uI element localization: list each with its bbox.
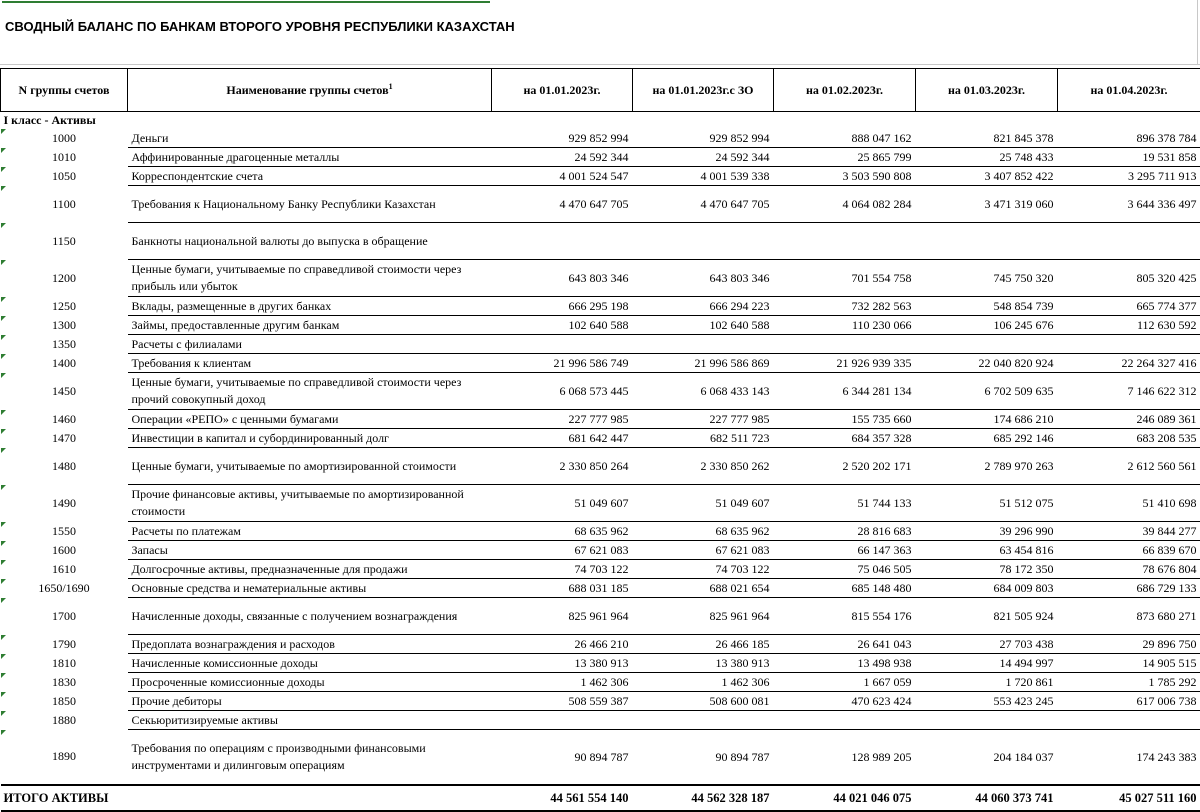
value-cell <box>774 335 916 354</box>
cell-marker-icon <box>1 316 6 321</box>
value-cell <box>492 335 633 354</box>
title-top-line <box>2 1 490 3</box>
table-row <box>1 673 1200 692</box>
table-row <box>1 129 1200 148</box>
value-cell: 13 380 913 <box>633 654 774 673</box>
value-cell: 1 462 306 <box>492 673 633 692</box>
account-code: 1830 <box>1 673 128 692</box>
table-row <box>1 448 1200 485</box>
cell-marker-icon <box>1 373 6 378</box>
cell-marker-icon <box>1 711 6 716</box>
total-row <box>1 785 1200 811</box>
value-cell: 26 641 043 <box>774 635 916 654</box>
account-code: 1650/1690 <box>1 579 128 598</box>
value-cell: 4 001 539 338 <box>633 167 774 186</box>
value-cell: 25 865 799 <box>774 148 916 167</box>
table-row <box>1 148 1200 167</box>
table-row <box>1 335 1200 354</box>
value-cell: 51 049 607 <box>492 485 633 522</box>
account-name: Расчеты по платежам <box>128 522 492 541</box>
account-name: Аффинированные драгоценные металлы <box>128 148 492 167</box>
value-cell: 815 554 176 <box>774 598 916 635</box>
account-code: 1250 <box>1 297 128 316</box>
value-cell: 825 961 964 <box>633 598 774 635</box>
table-row <box>1 297 1200 316</box>
cell-marker-icon <box>1 654 6 659</box>
cell-marker-icon <box>1 560 6 565</box>
value-cell <box>633 223 774 260</box>
header-code: N группы счетов <box>1 69 128 112</box>
value-cell <box>633 711 774 730</box>
account-code: 1810 <box>1 654 128 673</box>
cell-marker-icon <box>1 673 6 678</box>
table-row <box>1 635 1200 654</box>
value-cell: 227 777 985 <box>633 410 774 429</box>
value-cell: 2 330 850 262 <box>633 448 774 485</box>
table-row <box>1 223 1200 260</box>
header-date-1: на 01.01.2023г. <box>492 69 633 112</box>
table-row <box>1 186 1200 223</box>
cell-marker-icon <box>1 429 6 434</box>
value-cell: 3 503 590 808 <box>774 167 916 186</box>
total-value: 44 021 046 075 <box>774 785 916 811</box>
value-cell: 681 642 447 <box>492 429 633 448</box>
value-cell <box>1058 223 1200 260</box>
account-name: Основные средства и нематериальные активы <box>128 579 492 598</box>
account-name: Вклады, размещенные в других банках <box>128 297 492 316</box>
account-name: Прочие финансовые активы, учитываемые по амортизированной стоимости <box>128 485 492 522</box>
value-cell: 102 640 588 <box>492 316 633 335</box>
cell-marker-icon <box>1 186 6 191</box>
value-cell: 508 559 387 <box>492 692 633 711</box>
value-cell: 666 295 198 <box>492 297 633 316</box>
value-cell: 805 320 425 <box>1058 260 1200 297</box>
value-cell: 51 512 075 <box>916 485 1058 522</box>
value-cell: 1 462 306 <box>633 673 774 692</box>
account-name: Прочие дебиторы <box>128 692 492 711</box>
account-name: Требования по операциям с производными финансовыми инструментами и дилинговым операциям <box>128 730 492 786</box>
header-name <box>128 69 492 112</box>
table-row <box>1 260 1200 297</box>
value-cell: 7 146 622 312 <box>1058 373 1200 410</box>
value-cell: 155 735 660 <box>774 410 916 429</box>
table-row <box>1 579 1200 598</box>
value-cell <box>1058 335 1200 354</box>
table-row <box>1 730 1200 786</box>
cell-marker-icon <box>1 129 6 134</box>
value-cell: 6 702 509 635 <box>916 373 1058 410</box>
value-cell: 75 046 505 <box>774 560 916 579</box>
value-cell: 24 592 344 <box>633 148 774 167</box>
account-name: Секьюритизируемые активы <box>128 711 492 730</box>
value-cell: 67 621 083 <box>492 541 633 560</box>
account-code: 1000 <box>1 129 128 148</box>
table-row <box>1 654 1200 673</box>
cell-marker-icon <box>1 448 6 453</box>
value-cell: 22 264 327 416 <box>1058 354 1200 373</box>
value-cell: 683 208 535 <box>1058 429 1200 448</box>
account-name: Ценные бумаги, учитываемые по справедливой стоимости через прибыль или убыток <box>128 260 492 297</box>
value-cell: 63 454 816 <box>916 541 1058 560</box>
value-cell: 90 894 787 <box>492 730 633 786</box>
value-cell: 102 640 588 <box>633 316 774 335</box>
value-cell: 14 494 997 <box>916 654 1058 673</box>
section-label: I класс - Активы <box>1 112 1200 130</box>
total-label: ИТОГО АКТИВЫ <box>1 785 492 811</box>
value-cell: 688 031 185 <box>492 579 633 598</box>
value-cell: 39 296 990 <box>916 522 1058 541</box>
value-cell: 2 612 560 561 <box>1058 448 1200 485</box>
value-cell: 112 630 592 <box>1058 316 1200 335</box>
value-cell: 4 064 082 284 <box>774 186 916 223</box>
cell-marker-icon <box>1 260 6 265</box>
value-cell: 24 592 344 <box>492 148 633 167</box>
table-body <box>1 112 1200 812</box>
value-cell: 74 703 122 <box>492 560 633 579</box>
value-cell: 821 845 378 <box>916 129 1058 148</box>
value-cell: 3 295 711 913 <box>1058 167 1200 186</box>
account-name: Требования к Национальному Банку Республики Казахстан <box>128 186 492 223</box>
value-cell: 684 357 328 <box>774 429 916 448</box>
total-value: 45 027 511 160 <box>1058 785 1200 811</box>
value-cell: 685 292 146 <box>916 429 1058 448</box>
value-cell <box>916 335 1058 354</box>
value-cell: 825 961 964 <box>492 598 633 635</box>
value-cell: 26 466 185 <box>633 635 774 654</box>
value-cell: 896 378 784 <box>1058 129 1200 148</box>
header-date-5: на 01.04.2023г. <box>1058 69 1200 112</box>
value-cell: 22 040 820 924 <box>916 354 1058 373</box>
balance-table <box>0 68 1200 812</box>
account-name: Предоплата вознаграждения и расходов <box>128 635 492 654</box>
account-code: 1400 <box>1 354 128 373</box>
header-date-2: на 01.01.2023г.с ЗО <box>633 69 774 112</box>
value-cell: 684 009 803 <box>916 579 1058 598</box>
value-cell: 29 896 750 <box>1058 635 1200 654</box>
value-cell: 1 720 861 <box>916 673 1058 692</box>
value-cell: 66 839 670 <box>1058 541 1200 560</box>
table-row <box>1 373 1200 410</box>
table-row <box>1 167 1200 186</box>
total-value: 44 562 328 187 <box>633 785 774 811</box>
value-cell: 106 245 676 <box>916 316 1058 335</box>
value-cell: 688 021 654 <box>633 579 774 598</box>
header-date-4: на 01.03.2023г. <box>916 69 1058 112</box>
value-cell: 27 703 438 <box>916 635 1058 654</box>
cell-marker-icon <box>1 485 6 490</box>
value-cell: 929 852 994 <box>492 129 633 148</box>
value-cell: 67 621 083 <box>633 541 774 560</box>
value-cell: 78 676 804 <box>1058 560 1200 579</box>
cell-marker-icon <box>1 522 6 527</box>
cell-marker-icon <box>1 579 6 584</box>
cell-marker-icon <box>1 541 6 546</box>
account-name: Деньги <box>128 129 492 148</box>
account-code: 1450 <box>1 373 128 410</box>
value-cell <box>492 223 633 260</box>
value-cell: 2 330 850 264 <box>492 448 633 485</box>
cell-marker-icon <box>1 223 6 228</box>
value-cell: 666 294 223 <box>633 297 774 316</box>
value-cell <box>492 711 633 730</box>
account-name: Займы, предоставленные другим банкам <box>128 316 492 335</box>
account-name: Банкноты национальной валюты до выпуска в обращение <box>128 223 492 260</box>
account-code: 1350 <box>1 335 128 354</box>
title-area <box>0 0 1200 65</box>
account-code: 1490 <box>1 485 128 522</box>
value-cell: 21 996 586 869 <box>633 354 774 373</box>
account-code: 1610 <box>1 560 128 579</box>
value-cell: 4 470 647 705 <box>492 186 633 223</box>
header-date-3: на 01.02.2023г. <box>774 69 916 112</box>
account-code: 1880 <box>1 711 128 730</box>
document-title: СВОДНЫЙ БАЛАНС ПО БАНКАМ ВТОРОГО УРОВНЯ РЕСПУБЛИКИ КАЗАХСТАН <box>5 19 515 34</box>
value-cell: 665 774 377 <box>1058 297 1200 316</box>
value-cell: 682 511 723 <box>633 429 774 448</box>
account-code: 1890 <box>1 730 128 786</box>
total-value: 44 060 373 741 <box>916 785 1058 811</box>
value-cell: 6 344 281 134 <box>774 373 916 410</box>
account-code: 1150 <box>1 223 128 260</box>
account-name: Расчеты с филиалами <box>128 335 492 354</box>
account-code: 1010 <box>1 148 128 167</box>
account-name: Начисленные доходы, связанные с получением вознаграждения <box>128 598 492 635</box>
value-cell: 3 471 319 060 <box>916 186 1058 223</box>
account-name: Ценные бумаги, учитываемые по справедливой стоимости через прочий совокупный доход <box>128 373 492 410</box>
value-cell: 14 905 515 <box>1058 654 1200 673</box>
value-cell: 21 996 586 749 <box>492 354 633 373</box>
account-name: Инвестиции в капитал и субординированный долг <box>128 429 492 448</box>
account-code: 1100 <box>1 186 128 223</box>
cell-marker-icon <box>1 354 6 359</box>
value-cell: 51 744 133 <box>774 485 916 522</box>
account-code: 1790 <box>1 635 128 654</box>
value-cell: 13 498 938 <box>774 654 916 673</box>
value-cell: 470 623 424 <box>774 692 916 711</box>
value-cell: 873 680 271 <box>1058 598 1200 635</box>
value-cell: 174 243 383 <box>1058 730 1200 786</box>
value-cell: 3 407 852 422 <box>916 167 1058 186</box>
value-cell: 174 686 210 <box>916 410 1058 429</box>
value-cell: 4 470 647 705 <box>633 186 774 223</box>
cell-marker-icon <box>1 410 6 415</box>
value-cell: 204 184 037 <box>916 730 1058 786</box>
value-cell: 929 852 994 <box>633 129 774 148</box>
table-row <box>1 485 1200 522</box>
total-value: 44 561 554 140 <box>492 785 633 811</box>
header-name-footnote: 1 <box>389 82 393 91</box>
cell-marker-icon <box>1 692 6 697</box>
value-cell <box>916 223 1058 260</box>
value-cell <box>774 223 916 260</box>
value-cell: 1 667 059 <box>774 673 916 692</box>
account-code: 1200 <box>1 260 128 297</box>
cell-marker-icon <box>1 148 6 153</box>
value-cell: 548 854 739 <box>916 297 1058 316</box>
value-cell: 6 068 433 143 <box>633 373 774 410</box>
account-code: 1550 <box>1 522 128 541</box>
account-name: Корреспондентские счета <box>128 167 492 186</box>
table-row <box>1 560 1200 579</box>
value-cell: 888 047 162 <box>774 129 916 148</box>
value-cell: 2 789 970 263 <box>916 448 1058 485</box>
cell-marker-icon <box>1 335 6 340</box>
value-cell: 19 531 858 <box>1058 148 1200 167</box>
account-code: 1300 <box>1 316 128 335</box>
account-code: 1460 <box>1 410 128 429</box>
account-code: 1850 <box>1 692 128 711</box>
value-cell: 227 777 985 <box>492 410 633 429</box>
value-cell: 246 089 361 <box>1058 410 1200 429</box>
value-cell: 13 380 913 <box>492 654 633 673</box>
table-row <box>1 354 1200 373</box>
account-code: 1600 <box>1 541 128 560</box>
value-cell <box>774 711 916 730</box>
table-row <box>1 692 1200 711</box>
value-cell: 643 803 346 <box>492 260 633 297</box>
value-cell <box>633 335 774 354</box>
table-row <box>1 410 1200 429</box>
cell-marker-icon <box>1 297 6 302</box>
value-cell: 1 785 292 <box>1058 673 1200 692</box>
cell-marker-icon <box>1 730 6 735</box>
value-cell: 74 703 122 <box>633 560 774 579</box>
value-cell: 68 635 962 <box>492 522 633 541</box>
account-name: Начисленные комиссионные доходы <box>128 654 492 673</box>
value-cell: 26 466 210 <box>492 635 633 654</box>
value-cell: 686 729 133 <box>1058 579 1200 598</box>
account-name: Требования к клиентам <box>128 354 492 373</box>
account-name: Ценные бумаги, учитываемые по амортизированной стоимости <box>128 448 492 485</box>
account-name: Долгосрочные активы, предназначенные для продажи <box>128 560 492 579</box>
header-name-text: Наименование группы счетов <box>226 83 388 97</box>
value-cell: 732 282 563 <box>774 297 916 316</box>
value-cell <box>1058 711 1200 730</box>
account-code: 1700 <box>1 598 128 635</box>
value-cell: 3 644 336 497 <box>1058 186 1200 223</box>
value-cell: 508 600 081 <box>633 692 774 711</box>
cell-marker-icon <box>1 598 6 603</box>
cell-marker-icon <box>1 167 6 172</box>
cell-marker-icon <box>1 635 6 640</box>
value-cell: 553 423 245 <box>916 692 1058 711</box>
table-row <box>1 522 1200 541</box>
table-row <box>1 711 1200 730</box>
value-cell: 68 635 962 <box>633 522 774 541</box>
value-cell: 745 750 320 <box>916 260 1058 297</box>
table-row <box>1 541 1200 560</box>
value-cell: 2 520 202 171 <box>774 448 916 485</box>
account-code: 1470 <box>1 429 128 448</box>
account-name: Просроченные комиссионные доходы <box>128 673 492 692</box>
value-cell: 617 006 738 <box>1058 692 1200 711</box>
section-row <box>1 112 1200 130</box>
value-cell: 90 894 787 <box>633 730 774 786</box>
value-cell: 51 410 698 <box>1058 485 1200 522</box>
value-cell: 110 230 066 <box>774 316 916 335</box>
table-row <box>1 316 1200 335</box>
account-code: 1050 <box>1 167 128 186</box>
account-name: Запасы <box>128 541 492 560</box>
value-cell: 4 001 524 547 <box>492 167 633 186</box>
value-cell: 39 844 277 <box>1058 522 1200 541</box>
value-cell: 28 816 683 <box>774 522 916 541</box>
value-cell: 643 803 346 <box>633 260 774 297</box>
value-cell: 78 172 350 <box>916 560 1058 579</box>
header-row <box>1 69 1200 112</box>
value-cell: 51 049 607 <box>633 485 774 522</box>
table-row <box>1 598 1200 635</box>
table-row <box>1 429 1200 448</box>
value-cell: 128 989 205 <box>774 730 916 786</box>
value-cell: 685 148 480 <box>774 579 916 598</box>
value-cell: 821 505 924 <box>916 598 1058 635</box>
value-cell: 701 554 758 <box>774 260 916 297</box>
value-cell: 21 926 939 335 <box>774 354 916 373</box>
value-cell <box>916 711 1058 730</box>
value-cell: 66 147 363 <box>774 541 916 560</box>
account-code: 1480 <box>1 448 128 485</box>
account-name: Операции «РЕПО» с ценными бумагами <box>128 410 492 429</box>
value-cell: 25 748 433 <box>916 148 1058 167</box>
value-cell: 6 068 573 445 <box>492 373 633 410</box>
